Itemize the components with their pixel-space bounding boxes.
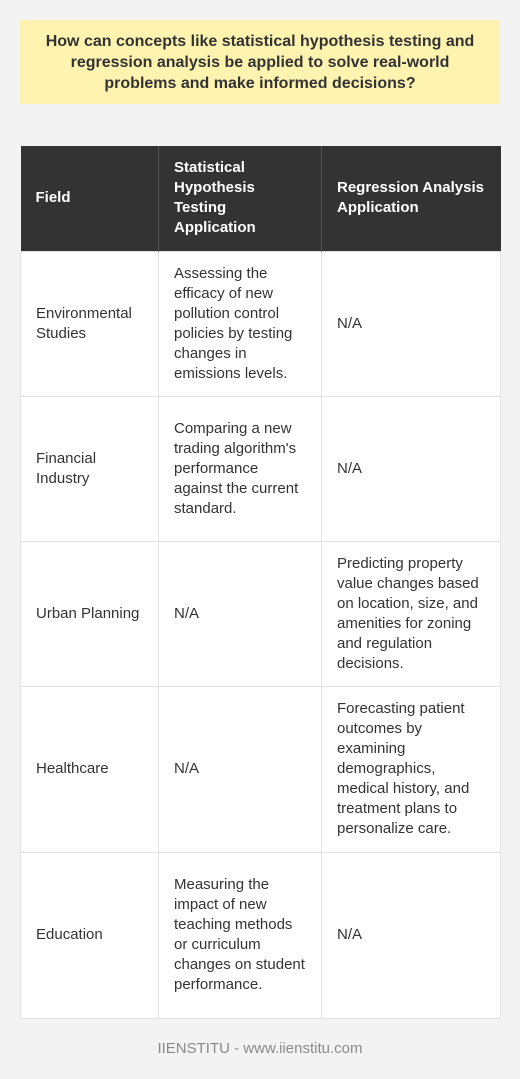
regression-cell: N/A bbox=[322, 852, 501, 1018]
field-cell: Urban Planning bbox=[21, 541, 159, 686]
field-cell: Healthcare bbox=[21, 686, 159, 852]
regression-cell: N/A bbox=[322, 251, 501, 396]
hypothesis-cell: Measuring the impact of new teaching methods or curriculum changes on student performance. bbox=[159, 852, 322, 1018]
hypothesis-cell: Assessing the efficacy of new pollution control policies by testing changes in emissions levels. bbox=[159, 251, 322, 396]
applications-table-container bbox=[20, 146, 500, 1019]
table-row bbox=[21, 541, 501, 686]
header-field: Field bbox=[21, 146, 159, 251]
regression-cell: Predicting property value changes based on location, size, and amenities for zoning and regulation decisions. bbox=[322, 541, 501, 686]
question-title: How can concepts like statistical hypothesis testing and regression analysis be applied to solve real-world problems and make informed decisions? bbox=[45, 32, 475, 92]
table-row bbox=[21, 852, 501, 1018]
field-cell: Education bbox=[21, 852, 159, 1018]
question-banner bbox=[20, 20, 500, 104]
footer-credit: IIENSTITU - www.iienstitu.com bbox=[157, 1040, 363, 1057]
hypothesis-cell: N/A bbox=[159, 541, 322, 686]
hypothesis-cell: N/A bbox=[159, 686, 322, 852]
table-row bbox=[21, 686, 501, 852]
table-header-row bbox=[21, 146, 501, 251]
header-regression-analysis: Regression Analysis Application bbox=[322, 146, 501, 251]
hypothesis-cell: Comparing a new trading algorithm's performance against the current standard. bbox=[159, 396, 322, 541]
header-hypothesis-testing: Statistical Hypothesis Testing Application bbox=[159, 146, 322, 251]
regression-cell: Forecasting patient outcomes by examining demographics, medical history, and treatment plans to personalize care. bbox=[322, 686, 501, 852]
table-row bbox=[21, 396, 501, 541]
field-cell: Financial Industry bbox=[21, 396, 159, 541]
table-row bbox=[21, 251, 501, 396]
applications-table bbox=[20, 146, 501, 1019]
regression-cell: N/A bbox=[322, 396, 501, 541]
field-cell: Environmental Studies bbox=[21, 251, 159, 396]
